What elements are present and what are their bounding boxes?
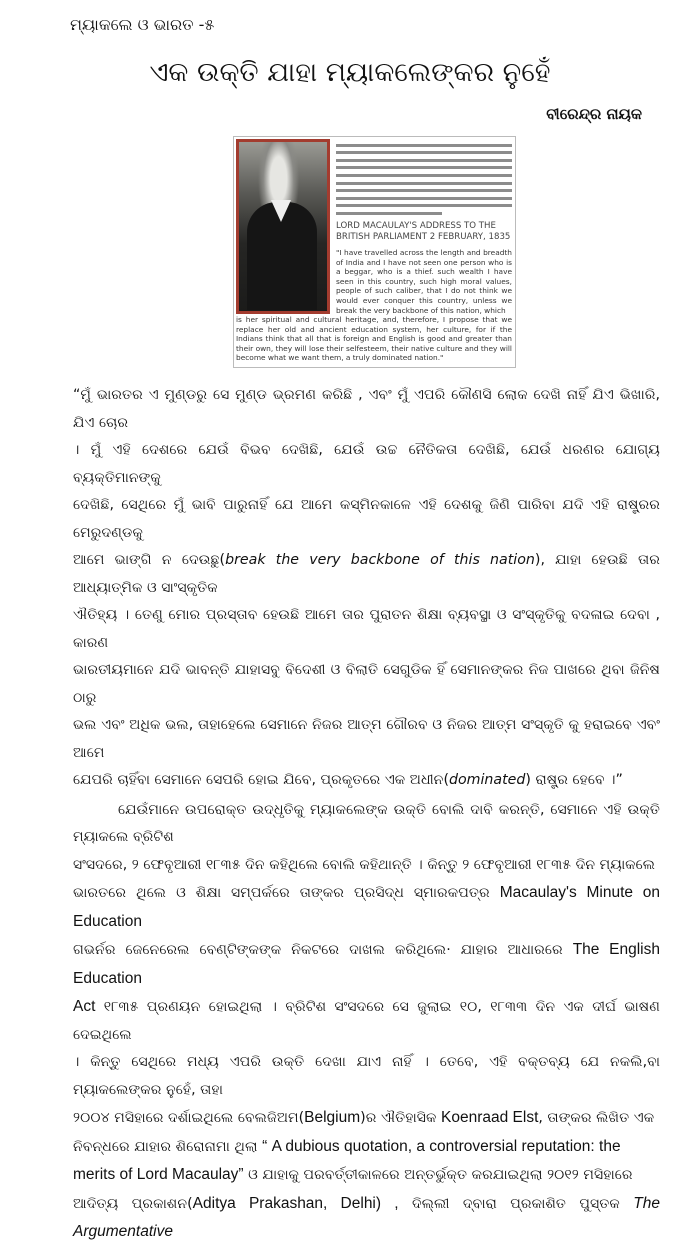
english-text: The English Education — [73, 941, 660, 987]
figure-heading: LORD MACAULAY'S ADDRESS TO THE BRITISH PARLIAMENT 2 FEBRUARY, 1835 — [336, 220, 511, 242]
article-title: ଏକ ଉକ୍ତି ଯାହା ମ୍ୟାକଲେଙ୍କର ନୁହେଁ — [149, 57, 551, 88]
body-paragraph — [73, 797, 660, 1247]
figure-quote-part2: is her spiritual and cultural heritage, and, therefore, I propose that we replace her old and ancient education system, her culture, for if the Indians think that all that is foreign and English is good and greater than their own, they will lose their selfesteem, their native culture and they will become what we want them, a truly dominated nation." — [236, 315, 512, 363]
text: ଦିଲ୍ଲୀ ଦ୍ବାରା ପ୍ରକାଶିତ ପୁସ୍ତକ — [398, 1195, 634, 1212]
english-text: Koenraad Elst — [441, 1109, 539, 1127]
english-text: “ A dubious quotation, a controversial reputation: the — [262, 1137, 621, 1155]
english-word: dominated — [448, 772, 526, 789]
quote-line: ଐତିହ୍ୟ । ତେଣୁ ମୋର ପ୍ରସ୍ତାବ ହେଉଛି ଆମେ ତାର ପୁରାତନ ଶିକ୍ଷା ବ୍ୟବସ୍ଥା ଓ ସଂସ୍କୃତିକୁ ବଦଳାଇ ଦେବା , କାରଣ — [73, 607, 660, 651]
macaulay-portrait-image — [236, 139, 330, 314]
series-heading: ମ୍ୟାକଲେ ଓ ଭାରତ -୫ — [70, 15, 215, 34]
text: ନିବନ୍ଧରେ ଯାହାର ଶିରୋନାମା ଥିଲା — [73, 1138, 263, 1155]
text: ୨୦୦୪ ମସିହାରେ ଦର୍ଶାଇଥିଲେ ବେଲଜିଅମ( — [73, 1110, 305, 1127]
body-line: ଯେଉଁମାନେ ଉପରୋକ୍ତ ଉଦ୍ଧୃତିକୁ ମ୍ୟାକଲେଙ୍କ ଉକ୍ତି ବୋଲି ଦାବି କରନ୍ତି, ସେମାନେ ଏହି ଉକ୍ତି ମ୍ୟାକଲେ ବ୍ରିଟିଶ — [73, 801, 660, 846]
text: ), ଯାହା ହେଉଛି ତାର ଆଧ୍ୟାତ୍ମିକ ଓ ସାଂସ୍କୃତିକ — [73, 552, 660, 596]
body-line — [73, 1161, 660, 1190]
english-text: Aditya Prakashan, Delhi) , — [192, 1194, 399, 1212]
english-text: merits of Lord Macaulay” — [73, 1166, 244, 1184]
tamil-text-image — [336, 144, 512, 215]
text: , ତାଙ୍କର ଲିଖିତ ଏକ — [538, 1110, 655, 1127]
book-title: The Argumentative — [73, 1194, 660, 1241]
english-text: Act — [73, 998, 96, 1016]
quote-line: ଭଲ ଏବଂ ଅଧିକ ଭଲ, ତାହାହେଲେ ସେମାନେ ନିଜର ଆତ୍ମ ଗୌରବ ଓ ନିଜର ଆତ୍ମ ସଂସ୍କୃତି କୁ ହରାଇବେ ଏବଂ ଆମେ — [73, 717, 660, 761]
body-line — [73, 1104, 660, 1133]
text: ଭାରତରେ ଥିଲେ ଓ ଶିକ୍ଷା ସମ୍ପର୍କରେ ତାଙ୍କର ପ୍ରସିଦ୍ଧ ସ୍ମାରକପତ୍ର — [73, 885, 500, 902]
body-line — [73, 993, 660, 1049]
text: ଓ ଯାହାକୁ ପରବର୍ତ୍ତୀକାଳରେ ଅନ୍ତର୍ଭୁକ୍ତ କରଯାଇଥିଲା ୨୦୧୨ ମସିହାରେ — [243, 1167, 633, 1184]
macaulay-figure — [233, 136, 516, 368]
text: ଗଭର୍ନର ଜେନେରେଲ ବେଣ୍ଟିଙ୍କଙ୍କ ନିକଟରେ ଦାଖଲ କରିଥିଲେ· ଯାହାର ଆଧାରରେ — [73, 942, 573, 959]
quote-line — [73, 547, 660, 602]
figure-top-row — [236, 139, 512, 315]
text: ୧୮୩୫ ପ୍ରଣୟନ ହୋଇଥିଲା । ବ୍ରିଟିଶ ସଂସଦରେ ସେ ଜୁଲାଇ ୧୦, ୧୮୩୩ ଦିନ ଏକ ଦୀର୍ଘ ଭାଷଣ ଦେଇଥିଲେ — [73, 999, 660, 1043]
body-line: ସଂସଦରେ, ୨ ଫେବୃଆରୀ ୧୮୩୫ ଦିନ କହିଥିଲେ ବୋଲି କହିଥାନ୍ତି । କିନ୍ତୁ ୨ ଫେବୃଆରୀ ୧୮୩୫ ଦିନ ମ୍ୟାକଲେ — [73, 856, 656, 873]
body-line — [73, 879, 660, 936]
text: ଆଦିତ୍ୟ ପ୍ରକାଶନ( — [73, 1195, 193, 1212]
figure-right-column — [336, 139, 512, 315]
text: ) ରାଷ୍ଟ୍ର ହେବେ ।” — [525, 772, 623, 789]
body-line: । କିନ୍ତୁ ସେଥିରେ ମଧ୍ୟ ଏପରି ଉକ୍ତି ଦେଖା ଯାଏ ନାହିଁ । ତେବେ, ଏହି ବକ୍ତବ୍ୟ ଯେ ନକଲି,ବା ମ୍ୟାକଲେଙ୍କର ନୁହେଁ, ତାହା — [73, 1054, 660, 1098]
text: ଯେପରି ଚାହିଁବା ସେମାନେ ସେପରି ହୋଇ ଯିବେ, ପ୍ରକୃତରେ ଏକ ଅଧୀନ( — [73, 772, 449, 789]
english-text: Belgium — [304, 1109, 361, 1127]
quote-line: ଭାରତୀୟମାନେ ଯଦି ଭାବନ୍ତି ଯାହାସବୁ ବିଦେଶୀ ଓ ବିଲାତି ସେଗୁଡିକ ହିଁ ସେମାନଙ୍କର ନିଜ ପାଖରେ ଥିବା ଜିନିଷ ଠାରୁ — [73, 662, 660, 706]
quote-line: । ମୁଁ ଏହି ଦେଶରେ ଯେଉଁ ବିଭବ ଦେଖିଛି, ଯେଉଁ ଉଚ୍ଚ ନୈତିକତା ଦେଖିଛି, ଯେଉଁ ଧରଣର ଯୋଗ୍ୟ ବ୍ୟକ୍ତିମାନଙ୍କୁ — [73, 442, 660, 486]
figure-quote-part1: "I have travelled across the length and breadth of India and I have not seen one person who is a beggar, who is a thief. such wealth I have seen in this country, such high moral values, people of such caliber, that I do not think we would ever conquer this country, unless we break the very backbone of this nation, which — [336, 247, 512, 315]
text: )ର ଐତିହାସିକ — [360, 1110, 442, 1127]
quote-line: ଦେଖିଛି, ସେଥିରେ ମୁଁ ଭାବି ପାରୁନାହିଁ ଯେ ଆମେ କସ୍ମିନକାଳେ ଏହି ଦେଶକୁ ଜିଣି ପାରିବା ଯଦି ଏହି ରାଷ୍ଟ୍ରର ମେରୁଦଣ୍ଡକୁ — [73, 497, 660, 541]
author-name: ବୀରେନ୍ଦ୍ର ନାୟକ — [546, 105, 642, 123]
quote-line — [73, 767, 660, 795]
body-line — [73, 1133, 660, 1162]
text: ଆମେ ଭାଙ୍ଗି ନ ଦେଉଛୁ( — [73, 552, 226, 569]
quote-line: “ମୁଁ ଭାରତର ଏ ମୁଣ୍ଡରୁ ସେ ମୁଣ୍ଡ ଭ୍ରମଣ କରିଛି , ଏବଂ ମୁଁ ଏପରି କୌଣସି ଲୋକ ଦେଖି ନାହିଁ ଯିଏ ଭିଖାରି, ଯିଏ ଚୋର — [73, 387, 660, 431]
body-line — [73, 1190, 660, 1247]
quote-paragraph — [73, 382, 660, 795]
body-line — [73, 936, 660, 993]
english-text: Macaulay's Minute on Education — [73, 884, 660, 930]
english-phrase: break the very backbone of this nation — [225, 552, 535, 569]
